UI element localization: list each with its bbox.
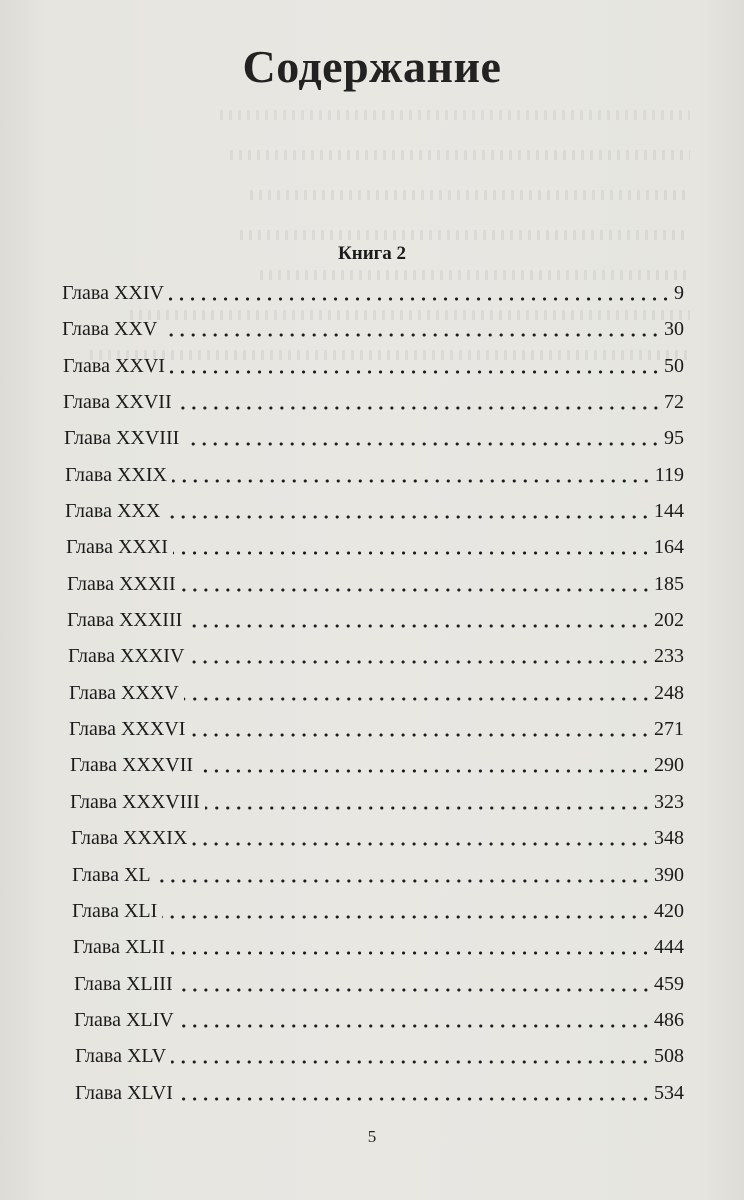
toc-entry [60,644,684,680]
toc-entry [60,681,684,717]
chapter-title: Глава XXXVI [69,718,186,741]
chapter-page-number: 420 [654,899,684,922]
chapter-page-number: 290 [654,754,684,777]
toc-entry [60,717,684,753]
chapter-title: Глава XXV [62,318,158,341]
chapter-page-number: 9 [674,282,684,304]
chapter-title: Глава XXXV [69,681,179,704]
dot-leader [169,281,671,301]
chapter-page-number: 164 [654,536,684,559]
chapter-page-number: 144 [654,500,684,523]
dot-leader [178,972,651,992]
table-of-contents [60,281,684,1117]
chapter-page-number: 508 [654,1045,684,1068]
toc-entry [60,935,684,971]
chapter-title: Глава XLII [73,936,165,959]
chapter-title: Глава XXVI [63,354,165,377]
chapter-title: Глава XLV [75,1045,167,1068]
chapter-title: Глава XL [72,863,151,886]
dot-leader [184,681,651,701]
toc-entry [60,354,684,390]
chapter-title: Глава XXIV [62,282,164,304]
dot-leader [162,317,661,337]
chapter-page-number: 185 [654,572,684,595]
dot-leader [178,1081,651,1101]
chapter-title: Глава XXXIV [68,645,185,668]
page-title: Содержание [242,41,502,92]
chapter-title: Глава XXXVIII [70,790,200,813]
chapter-page-number: 271 [654,718,684,741]
dot-leader [170,354,661,374]
chapter-title: Глава XLIII [74,972,173,995]
toc-entry [60,1044,684,1080]
toc-entry [60,790,684,826]
dot-leader [187,608,651,628]
dot-leader [189,644,651,664]
section-heading: Книга 2 [337,243,407,264]
chapter-page-number: 202 [654,609,684,632]
chapter-title: Глава XXX [65,500,161,523]
toc-entry [60,535,684,571]
chapter-title: Глава XLIV [74,1008,174,1031]
dot-leader [190,717,651,737]
chapter-page-number: 30 [664,318,684,341]
toc-entry [60,608,684,644]
chapter-page-number: 323 [654,790,684,813]
chapter-page-number: 233 [654,645,684,668]
toc-entry [60,281,684,317]
chapter-page-number: 534 [654,1081,684,1104]
dot-leader [198,753,651,773]
toc-entry [60,753,684,789]
dot-leader [205,790,651,810]
chapter-page-number: 72 [664,391,684,414]
toc-entry [60,1081,684,1117]
page-number: 5 [367,1127,377,1146]
toc-entry [60,899,684,935]
chapter-page-number: 348 [654,827,684,850]
chapter-title: Глава XXXI [66,536,168,559]
dot-leader [172,463,652,483]
chapter-title: Глава XXXIII [67,609,183,632]
chapter-page-number: 486 [654,1008,684,1031]
toc-entry [60,863,684,899]
toc-entry [60,426,684,462]
chapter-page-number: 248 [654,681,684,704]
chapter-title: Глава XXXII [67,572,176,595]
chapter-page-number: 390 [654,863,684,886]
dot-leader [165,499,651,519]
toc-entry [60,972,684,1008]
dot-leader [179,1008,651,1028]
dot-leader [181,572,651,592]
chapter-title: Глава XXVII [63,391,172,414]
dot-leader [156,863,651,883]
chapter-title: Глава XXVIII [64,427,180,450]
toc-entry [60,390,684,426]
chapter-page-number: 444 [654,936,684,959]
dot-leader [184,426,661,446]
toc-entry [60,317,684,353]
chapter-page-number: 50 [664,354,684,377]
chapter-title: Глава XXXIX [71,827,188,850]
dot-leader [192,826,651,846]
toc-entry [60,572,684,608]
chapter-title: Глава XLVI [75,1081,173,1104]
dot-leader [170,935,651,955]
chapter-title: Глава XLI [72,899,158,922]
dot-leader [173,535,651,555]
toc-entry [60,826,684,862]
dot-leader [177,390,661,410]
chapter-title: Глава XXIX [65,463,167,486]
chapter-page-number: 95 [664,427,684,450]
chapter-page-number: 119 [654,463,684,486]
dot-leader [162,899,651,919]
chapter-title: Глава XXXVII [70,754,194,777]
toc-entry [60,499,684,535]
toc-entry [60,1008,684,1044]
toc-entry [60,463,684,499]
chapter-page-number: 459 [654,972,684,995]
dot-leader [171,1044,651,1064]
